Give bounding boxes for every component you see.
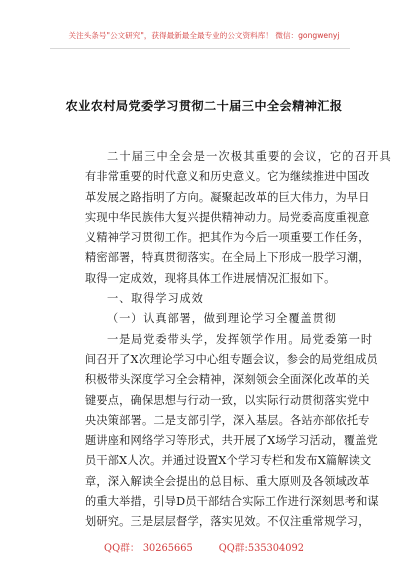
body-line: 章，深入解读全会提出的总目标、重大原则及各领域改革 xyxy=(85,474,370,488)
body-line: 央决策部署。二是支部引学，深入基层。各站亦部依托专 xyxy=(85,413,370,427)
subsection-heading: （一）认真部署，做到理论学习全覆盖贯彻 xyxy=(107,312,337,326)
body-line: 二十届三中全会是一次极其重要的会议，它的召开具 xyxy=(107,150,392,163)
body-line: 有非常重要的时代意义和历史意义。它为继续推进中国改 xyxy=(85,170,370,184)
body-line: 精密部署，特真贯彻落实。在全局上下形成一股学习潮， xyxy=(85,251,370,265)
footer xyxy=(0,540,408,554)
body-line: 间召开了X次理论学习中心组专题会议，参会的局党组成员 xyxy=(85,352,378,366)
body-line: 题讲座和网络学习等形式，共开展了X场学习活动，覆盖党 xyxy=(85,434,378,448)
document-body xyxy=(85,147,392,533)
body-line: 划研究。三是层层督学，落实见效。不仅注重常规学习， xyxy=(85,515,370,529)
body-line: 员干部X人次。并通过设置X个学习专栏和发布X篇解读文 xyxy=(85,454,372,468)
header-divider xyxy=(50,48,350,49)
body-line: 义精神学习贯彻工作。把其作为今后一项重要工作任务， xyxy=(85,231,370,245)
body-line: 键要点，确保思想与行动一致，以实际行动贯彻落实党中 xyxy=(85,393,370,407)
section-heading: 一、取得学习成效 xyxy=(107,292,204,306)
footer-qq-group-1: QQ群： 30265665 xyxy=(104,543,193,554)
footer-qq-group-2: QQ群:535304092 xyxy=(218,543,304,554)
body-line: 实现中华民族伟大复兴提供精神动力。局党委高度重视意 xyxy=(85,210,370,224)
body-line: 积极带头深度学习全会精神，深刻领会全面深化改革的关 xyxy=(85,373,370,387)
document-title: 农业农村局党委学习贯彻二十届三中全会精神汇报 xyxy=(65,99,343,113)
body-line: 革发展之路指明了方向。凝聚起改革的巨大伟力，为早日 xyxy=(85,190,370,204)
body-line: 取得一定成效，现将具体工作进展情况汇报如下。 xyxy=(85,271,336,285)
body-line: 的重大举措，引导D员干部结合实际工作进行深刻思考和谋 xyxy=(85,495,379,509)
body-line: 一是局党委带头学，发挥领学作用。局党委第一时 xyxy=(107,332,373,346)
header-note: 关注头条号"公文研究"，获得最新最全最专业的公文资料库！ 微信：gongwenyj xyxy=(68,31,340,40)
